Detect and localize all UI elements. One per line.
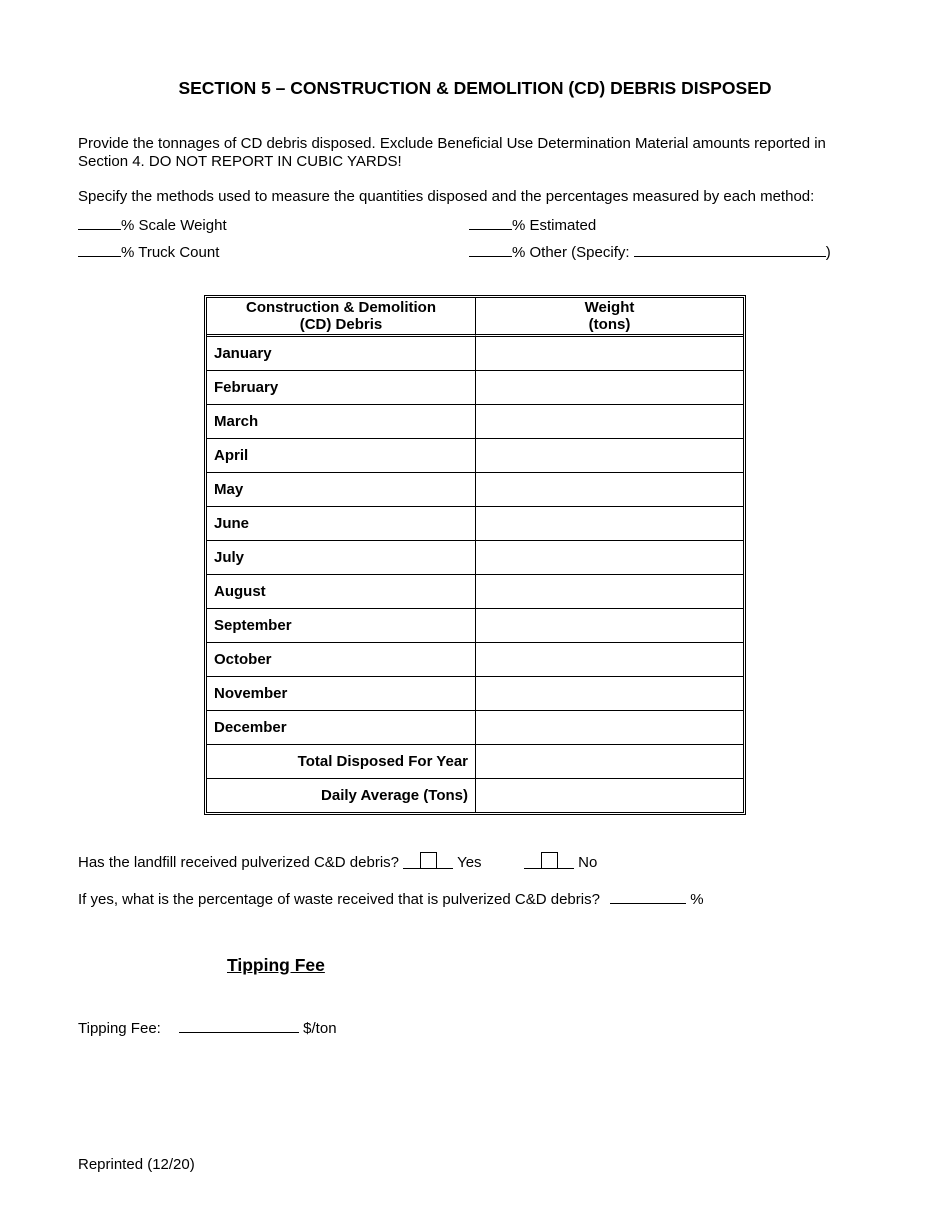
weight-cell[interactable]: [476, 473, 743, 507]
yes-checkbox[interactable]: [420, 852, 437, 869]
total-weight-cell[interactable]: [476, 745, 743, 779]
table-row: [207, 371, 743, 405]
truck-count-label: % Truck Count: [121, 244, 220, 261]
month-label: March: [207, 405, 476, 439]
month-label: May: [207, 473, 476, 507]
month-label: August: [207, 575, 476, 609]
estimated-label: % Estimated: [512, 217, 597, 234]
table-row: [207, 337, 743, 371]
table-row: [207, 541, 743, 575]
month-label: July: [207, 541, 476, 575]
col-debris-header: [207, 298, 476, 337]
yes-label: Yes: [457, 854, 482, 871]
table-row: [207, 677, 743, 711]
pulverized-question-row: [78, 852, 482, 871]
month-label: October: [207, 643, 476, 677]
footer-reprinted: Reprinted (12/20): [78, 1156, 195, 1173]
truck-count-blank[interactable]: [78, 242, 121, 257]
other-row: [469, 242, 831, 261]
estimated-blank[interactable]: [469, 215, 512, 230]
weight-cell[interactable]: [476, 337, 743, 371]
col-weight-header-line1: Weight: [584, 299, 635, 316]
weight-cell[interactable]: [476, 439, 743, 473]
col-debris-header-line2: (CD) Debris: [299, 316, 383, 333]
tipping-fee-heading: Tipping Fee: [227, 955, 325, 975]
table-row: [207, 473, 743, 507]
col-debris-header-line1: Construction & Demolition: [246, 299, 436, 316]
weight-cell[interactable]: [476, 711, 743, 745]
weight-cell[interactable]: [476, 643, 743, 677]
no-option[interactable]: [524, 852, 574, 869]
tipping-fee-row: [78, 1018, 337, 1037]
other-close: ): [825, 244, 831, 261]
truck-count-row: [78, 242, 219, 261]
total-label: Total Disposed For Year: [207, 745, 476, 779]
section-title: SECTION 5 – CONSTRUCTION & DEMOLITION (CD) DEBRIS DISPOSED: [178, 78, 772, 98]
scale-weight-blank[interactable]: [78, 215, 121, 230]
tipping-fee-blank[interactable]: [179, 1018, 299, 1033]
weight-cell[interactable]: [476, 575, 743, 609]
table-row: [207, 405, 743, 439]
month-label: February: [207, 371, 476, 405]
weight-cell[interactable]: [476, 507, 743, 541]
percent-question-row: [78, 889, 704, 908]
month-label: September: [207, 609, 476, 643]
methods-prompt: Specify the methods used to measure the quantities disposed and the percentages measured by each method:: [78, 188, 815, 205]
weight-cell[interactable]: [476, 405, 743, 439]
table-row: [207, 439, 743, 473]
weight-cell[interactable]: [476, 371, 743, 405]
intro-text: Provide the tonnages of CD debris disposed. Exclude Beneficial Use Determination Material amounts reported in Section 4. DO NOT REPORT IN CUBIC YARDS!: [78, 135, 826, 170]
tipping-fee-label: Tipping Fee:: [78, 1020, 161, 1037]
scale-weight-row: [78, 215, 227, 234]
month-label: January: [207, 337, 476, 371]
month-label: December: [207, 711, 476, 745]
table-row: [207, 575, 743, 609]
other-blank[interactable]: [469, 242, 512, 257]
col-weight-header: [476, 298, 743, 337]
debris-table: [204, 295, 746, 815]
month-label: June: [207, 507, 476, 541]
other-specify-blank[interactable]: [634, 242, 826, 257]
percent-blank[interactable]: [610, 889, 686, 904]
weight-cell[interactable]: [476, 609, 743, 643]
table-row: [207, 643, 743, 677]
average-weight-cell[interactable]: [476, 779, 743, 812]
pulverized-question: Has the landfill received pulverized C&D debris?: [78, 854, 399, 871]
col-weight-header-line2: (tons): [588, 316, 631, 333]
yes-option[interactable]: [403, 852, 453, 869]
weight-cell[interactable]: [476, 541, 743, 575]
table-row: [207, 609, 743, 643]
average-row: [207, 779, 743, 812]
no-checkbox[interactable]: [541, 852, 558, 869]
percent-unit: %: [690, 891, 704, 908]
percent-question: If yes, what is the percentage of waste received that is pulverized C&D debris?: [78, 891, 600, 908]
month-label: November: [207, 677, 476, 711]
estimated-row: [469, 215, 596, 234]
other-label: % Other (Specify:: [512, 244, 630, 261]
scale-weight-label: % Scale Weight: [121, 217, 227, 234]
month-label: April: [207, 439, 476, 473]
table-row: [207, 711, 743, 745]
table-row: [207, 507, 743, 541]
no-option-row: [524, 852, 597, 871]
tipping-fee-unit: $/ton: [303, 1020, 337, 1037]
weight-cell[interactable]: [476, 677, 743, 711]
no-label: No: [578, 854, 598, 871]
average-label: Daily Average (Tons): [207, 779, 476, 812]
total-row: [207, 745, 743, 779]
